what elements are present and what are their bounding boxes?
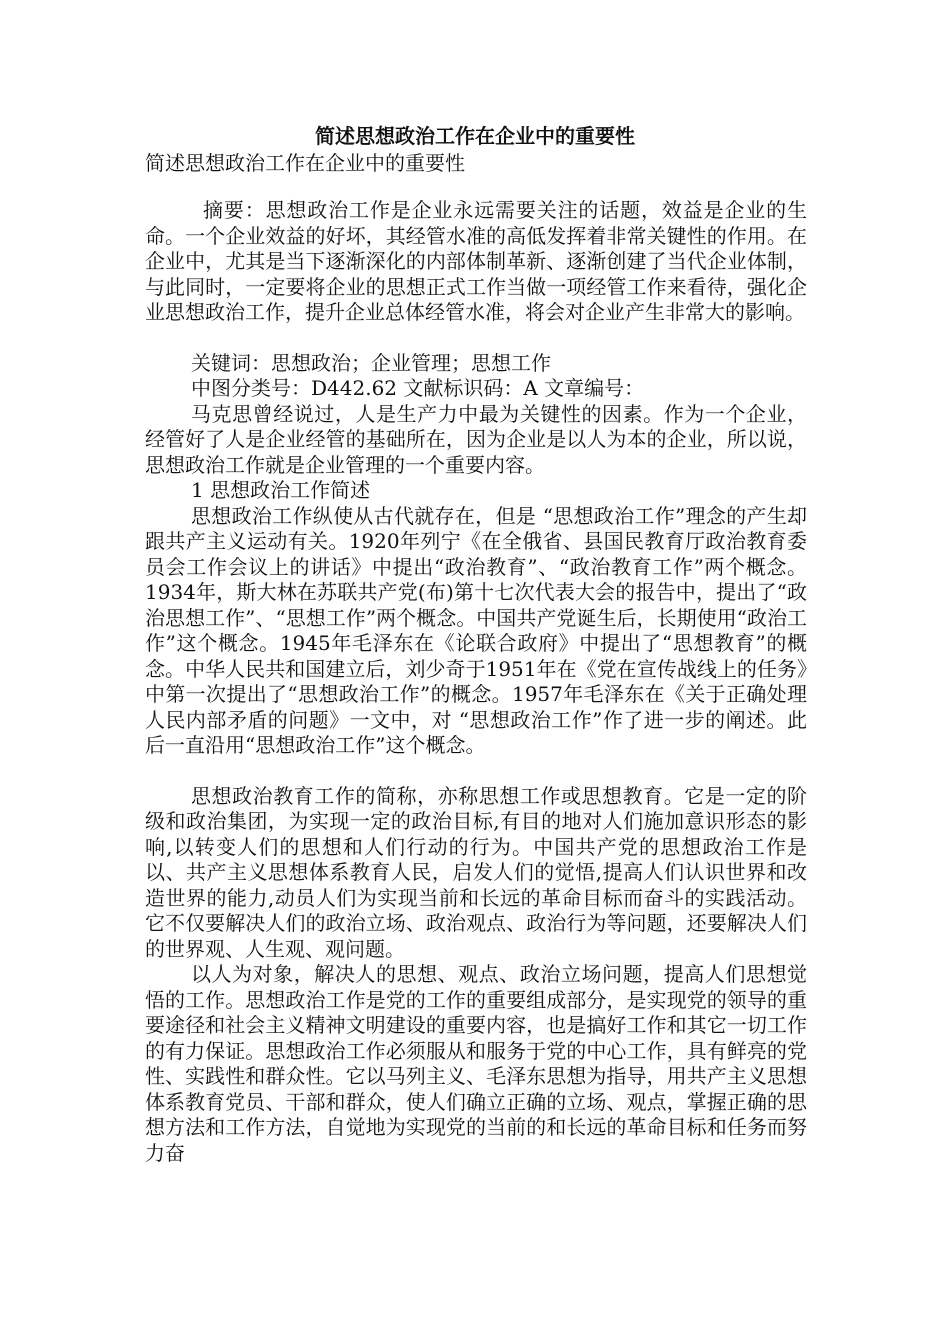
abstract-paragraph: 摘要：思想政治工作是企业永远需要关注的话题，效益是企业的生命。一个企业效益的好坏，其经管水准的高低发挥着非常关键性的作用。在企业中，尤其是当下逐渐深化的内部体制革新、逐渐创建了当代企业体制，与此同时，一定要将企业的思想正式工作当做一项经管工作来看待，强化企业思想政治工作，提升企业总体经管水准，将会对企业产生非常大的影响。 (145, 198, 807, 324)
section-heading: 1 思想政治工作简述 (191, 478, 371, 502)
history-paragraph: 思想政治工作纵使从古代就存在，但是 “思想政治工作”理念的产生却跟共产主义运动有关。1920年列宁《在全俄省、县国民教育厅政治教育委员会工作会议上的讲话》中提出“政治教育”、“政治教育工作”两个概念。1934年，斯大林在苏联共产党(布)第十七次代表大会的报告中，提出了“政治思想工作”、“思想工作”两个概念。中国共产党诞生后，长期使用“政治工作”这个概念。1945年毛泽东在《论联合政府》中提出了“思想教育”的概念。中华人民共和国建立后，刘少奇于1951年在《党在宣传战线上的任务》中第一次提出了“思想政治工作”的概念。1957年毛泽东在《关于正确处理人民内部矛盾的问题》一文中，对 “思想政治工作”作了进一步的阐述。此后一直沿用“思想政治工作”这个概念。 (145, 503, 807, 757)
document-body (145, 198, 807, 1166)
document-subtitle: 简述思想政治工作在企业中的重要性 (145, 151, 465, 175)
intro-paragraph: 马克思曾经说过，人是生产力中最为关键性的因素。作为一个企业，经管好了人是企业经管的基础所在，因为企业是以人为本的企业，所以说，思想政治工作就是企业管理的一个重要内容。 (145, 401, 807, 477)
purpose-paragraph: 以人为对象，解决人的思想、观点、政治立场问题，提高人们思想觉悟的工作。思想政治工作是党的工作的重要组成部分，是实现党的领导的重要途径和社会主义精神文明建设的重要内容，也是搞好工作和其它一切工作的有力保证。思想政治工作必须服从和服务于党的中心工作，具有鲜亮的党性、实践性和群众性。它以马列主义、毛泽东思想为指导，用共产主义思想体系教育党员、干部和群众，使人们确立正确的立场、观点，掌握正确的思想方法和工作方法，自觉地为实现党的当前的和长远的革命目标和任务而努力奋 (145, 962, 807, 1165)
keywords-line: 关键词：思想政治；企业管理；思想工作 (191, 350, 551, 375)
paragraph-gap (145, 759, 807, 784)
paragraph-gap (145, 326, 807, 351)
classification-line: 中图分类号：D442.62 文献标识码：A 文章编号： (191, 376, 645, 400)
definition-paragraph: 思想政治教育工作的简称，亦称思想工作或思想教育。它是一定的阶级和政治集团，为实现一定的政治目标,有目的地对人们施加意识形态的影响,以转变人们的思想和人们行动的行为。中国共产党的思想政治工作是以、共产主义思想体系教育人民，启发人们的觉悟,提高人们认识世界和改造世界的能力,动员人们为实现当前和长远的革命目标而奋斗的实践活动。它不仅要解决人们的政治立场、政治观点、政治行为等问题，还要解决人们的世界观、人生观、观问题。 (145, 783, 807, 961)
document-title: 简述思想政治工作在企业中的重要性 (315, 124, 635, 148)
